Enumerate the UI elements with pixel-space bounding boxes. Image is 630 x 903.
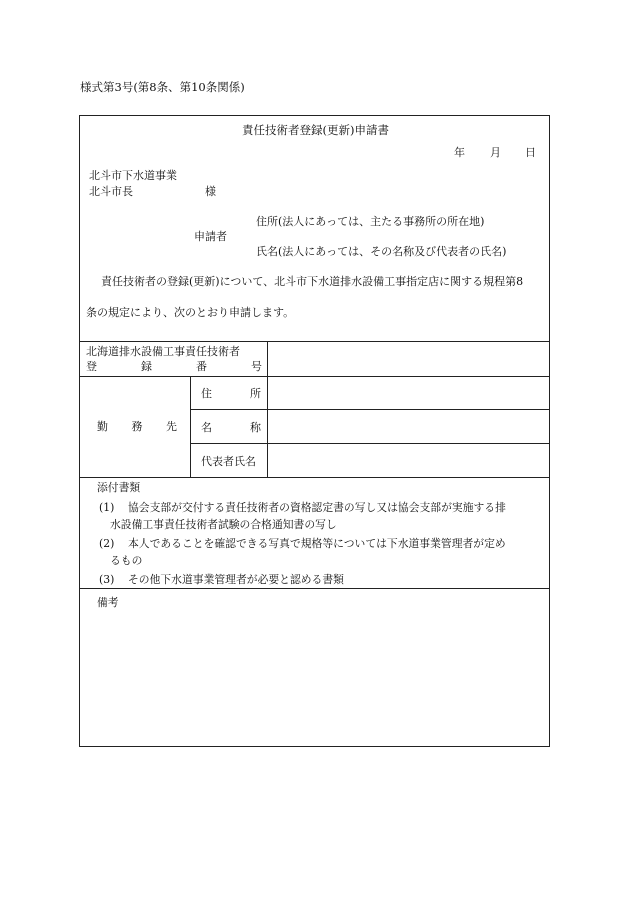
addressee-mayor: 北斗市長 xyxy=(89,185,133,198)
name-char-2: 称 xyxy=(250,421,261,434)
reg-char-3: 番 xyxy=(196,360,207,373)
attachments-heading: 添付書類 xyxy=(97,481,141,494)
workplace-char-3: 先 xyxy=(166,420,177,433)
table-top-border xyxy=(80,341,549,342)
workplace-address-field[interactable] xyxy=(276,386,541,402)
attachment-1-line1: 協会支部が交付する責任技術者の資格認定書の写し又は協会支部が実施する排 xyxy=(128,501,506,514)
remarks-label: 備考 xyxy=(97,596,119,609)
address-char-1: 住 xyxy=(201,387,212,400)
attachment-1-number: (1) xyxy=(99,501,115,514)
workplace-name-label xyxy=(201,422,261,433)
applicant-label: 申請者 xyxy=(194,230,227,243)
date-day-label: 日 xyxy=(525,146,536,159)
column-divider-value xyxy=(267,341,268,477)
registration-number-field[interactable] xyxy=(276,353,541,369)
workplace-char-1: 勤 xyxy=(97,420,108,433)
representative-name-label: 代表者氏名 xyxy=(201,455,256,468)
row-divider-2 xyxy=(190,409,549,410)
workplace-label xyxy=(97,421,177,432)
reg-char-1: 登 xyxy=(86,360,97,373)
application-statement-line2: 条の規定により、次のとおり申請します。 xyxy=(86,306,295,319)
workplace-name-field[interactable] xyxy=(276,420,541,436)
form-number-label: 様式第3号(第8条、第10条関係) xyxy=(80,80,245,94)
registration-number-label-line1: 北海道排水設備工事責任技術者 xyxy=(86,345,240,358)
row-divider-1 xyxy=(80,376,549,377)
application-form xyxy=(79,115,550,747)
attachment-2-number: (2) xyxy=(99,537,115,550)
document-title: 責任技術者登録(更新)申請書 xyxy=(242,123,389,137)
workplace-address-label xyxy=(201,388,261,399)
reg-char-4: 号 xyxy=(251,360,262,373)
row-divider-5 xyxy=(80,588,549,589)
address-char-2: 所 xyxy=(250,387,261,400)
date-year-label: 年 xyxy=(454,146,465,159)
reg-char-2: 録 xyxy=(141,360,152,373)
addressee-organization: 北斗市下水道事業 xyxy=(89,169,177,182)
name-char-1: 名 xyxy=(201,421,212,434)
column-divider-workplace xyxy=(190,376,191,477)
representative-name-field[interactable] xyxy=(276,454,541,470)
workplace-char-2: 務 xyxy=(131,420,143,433)
attachment-2-line1: 本人であることを確認できる写真で規格等については下水道事業管理者が定め xyxy=(128,537,506,550)
attachment-1-line2: 水設備工事責任技術者試験の合格通知書の写し xyxy=(110,518,337,531)
applicant-name-label: 氏名(法人にあっては、その名称及び代表者の氏名) xyxy=(256,245,507,258)
row-divider-3 xyxy=(190,443,549,444)
attachment-3-number: (3) xyxy=(99,573,115,586)
attachment-2-line2: るもの xyxy=(110,554,143,567)
applicant-address-label: 住所(法人にあっては、主たる事務所の所在地) xyxy=(256,215,485,228)
date-month-label: 月 xyxy=(490,146,501,159)
attachment-3-line1: その他下水道事業管理者が必要と認める書類 xyxy=(128,573,344,586)
row-divider-4 xyxy=(80,477,549,478)
addressee-honorific: 様 xyxy=(205,185,216,198)
application-statement-line1: 責任技術者の登録(更新)について、北斗市下水道排水設備工事指定店に関する規程第8 xyxy=(101,275,524,288)
registration-number-label-line2 xyxy=(86,361,262,372)
remarks-field[interactable] xyxy=(97,618,537,736)
